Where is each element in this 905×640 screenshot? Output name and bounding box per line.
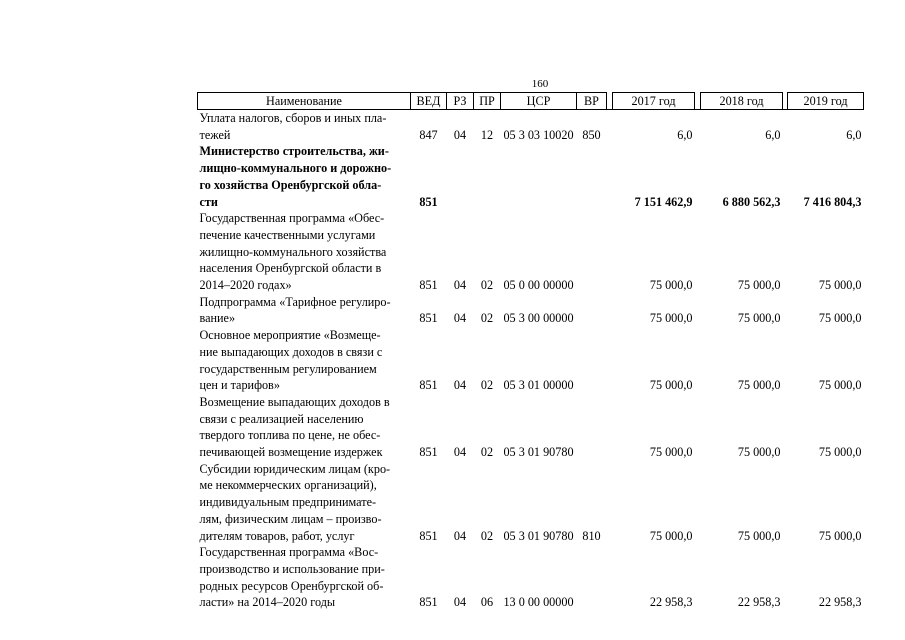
row-name-line: лищно-коммунального и дорожно- <box>199 161 392 176</box>
row-csr: 05 3 01 90780 <box>503 528 574 543</box>
row-rz: 04 <box>453 311 467 326</box>
row-2017: 22 958,3 <box>649 595 693 610</box>
row-pr <box>474 143 501 210</box>
header-ved: ВЕД <box>411 93 447 110</box>
row-2018: 75 000,0 <box>737 378 781 393</box>
row-name-line: государственным регулированием <box>199 361 377 376</box>
row-ved: 851 <box>419 595 438 610</box>
row-name-line: вание» <box>199 311 236 326</box>
table-row <box>198 394 864 461</box>
header-csr: ЦСР <box>501 93 577 110</box>
header-pr: ПР <box>474 93 501 110</box>
row-name-line: печивающей возмещение издержек <box>199 445 383 460</box>
row-vr: 850 <box>582 127 601 142</box>
row-csr: 05 3 00 00000 <box>503 311 574 326</box>
table-header-row <box>198 93 864 110</box>
row-name-line: твердого топлива по цене, не обес- <box>199 428 381 443</box>
row-name <box>198 210 411 294</box>
row-vr <box>577 143 607 210</box>
row-2019: 75 000,0 <box>818 278 862 293</box>
row-name <box>198 461 411 545</box>
row-2017: 75 000,0 <box>649 528 693 543</box>
header-2019: 2019 год <box>788 93 864 110</box>
row-name-line: Подпрограмма «Тарифное регулиро- <box>199 294 391 309</box>
row-ved: 851 <box>419 445 438 460</box>
row-2019: 75 000,0 <box>818 311 862 326</box>
row-vr <box>577 544 607 611</box>
row-name-line: Основное мероприятие «Возмеще- <box>199 328 381 343</box>
row-2017: 75 000,0 <box>649 311 693 326</box>
row-rz: 04 <box>453 127 467 142</box>
row-name-line: связи с реализацией населению <box>199 411 364 426</box>
row-pr: 02 <box>480 378 494 393</box>
row-pr: 02 <box>480 311 494 326</box>
row-2018: 75 000,0 <box>737 528 781 543</box>
row-ved: 851 <box>419 378 438 393</box>
row-name-line: Возмещение выпадающих доходов в <box>199 394 390 409</box>
row-pr: 02 <box>480 528 494 543</box>
row-2019: 75 000,0 <box>818 445 862 460</box>
row-name-line: Государственная программа «Обес- <box>199 211 385 226</box>
row-name-line: ме некоммерческих организаций), <box>199 478 377 493</box>
row-2019: 22 958,3 <box>818 595 862 610</box>
row-name-line: 2014–2020 годах» <box>199 278 292 293</box>
row-name <box>198 294 411 327</box>
row-name-line: Министерство строительства, жи- <box>199 144 389 159</box>
row-name-line: цен и тарифов» <box>199 378 280 393</box>
row-name-line: Уплата налогов, сборов и иных пла- <box>199 111 387 125</box>
row-2018: 6,0 <box>765 127 781 142</box>
row-name-line: лям, физическим лицам – произво- <box>199 511 382 526</box>
row-csr: 05 3 03 10020 <box>503 127 574 142</box>
table-row <box>198 461 864 545</box>
table-row <box>198 210 864 294</box>
row-name-line: ласти» на 2014–2020 годы <box>199 595 336 610</box>
row-name-line: производство и использование при- <box>199 561 385 576</box>
row-rz: 04 <box>453 445 467 460</box>
row-name-line: сти <box>199 194 218 209</box>
table-row <box>198 143 864 210</box>
row-2019: 75 000,0 <box>818 528 862 543</box>
row-csr: 13 0 00 00000 <box>503 595 574 610</box>
row-rz <box>447 143 474 210</box>
row-pr: 06 <box>480 595 494 610</box>
row-2019: 7 416 804,3 <box>803 194 862 209</box>
row-vr <box>577 210 607 294</box>
header-rz: РЗ <box>447 93 474 110</box>
row-rz: 04 <box>453 278 467 293</box>
row-vr <box>577 394 607 461</box>
row-name-line: го хозяйства Оренбургской обла- <box>199 177 382 192</box>
row-2019: 6,0 <box>846 127 862 142</box>
budget-table <box>197 92 864 611</box>
row-csr: 05 0 00 00000 <box>503 278 574 293</box>
row-2018: 75 000,0 <box>737 311 781 326</box>
row-rz: 04 <box>453 378 467 393</box>
row-ved: 851 <box>419 311 438 326</box>
row-name-line: жилищно-коммунального хозяйства <box>199 244 387 259</box>
row-vr: 810 <box>582 528 601 543</box>
row-2018: 75 000,0 <box>737 445 781 460</box>
row-csr: 05 3 01 00000 <box>503 378 574 393</box>
row-2017: 75 000,0 <box>649 378 693 393</box>
row-name-line: населения Оренбургской области в <box>199 261 382 276</box>
header-name: Наименование <box>198 93 411 110</box>
row-name <box>198 143 411 210</box>
row-rz: 04 <box>453 595 467 610</box>
row-ved: 851 <box>419 278 438 293</box>
row-name-line: дителям товаров, работ, услуг <box>199 528 355 543</box>
page-number: 160 <box>531 78 549 90</box>
row-csr: 05 3 01 90780 <box>503 445 574 460</box>
header-2018: 2018 год <box>701 93 783 110</box>
row-vr <box>577 327 607 394</box>
row-2017: 75 000,0 <box>649 278 693 293</box>
row-csr <box>501 143 577 210</box>
row-name-line: тежей <box>199 127 231 142</box>
row-name-line: Субсидии юридическим лицам (кро- <box>199 461 391 476</box>
row-name <box>198 110 411 144</box>
header-2017: 2017 год <box>613 93 695 110</box>
header-vr: ВР <box>577 93 607 110</box>
row-2017: 6,0 <box>677 127 693 142</box>
row-2018: 75 000,0 <box>737 278 781 293</box>
row-2018: 22 958,3 <box>737 595 781 610</box>
row-name <box>198 327 411 394</box>
row-2018: 6 880 562,3 <box>722 194 781 209</box>
row-name-line: ние выпадающих доходов в связи с <box>199 344 383 359</box>
row-ved: 851 <box>419 194 438 209</box>
row-name-line: печение качественными услугами <box>199 227 376 242</box>
row-2017: 75 000,0 <box>649 445 693 460</box>
row-name <box>198 394 411 461</box>
row-pr: 12 <box>480 127 494 142</box>
row-ved: 851 <box>419 528 438 543</box>
row-2019: 75 000,0 <box>818 378 862 393</box>
row-pr: 02 <box>480 445 494 460</box>
row-name-line: индивидуальным предпринимате- <box>199 495 377 510</box>
table-row <box>198 110 864 144</box>
table-row <box>198 327 864 394</box>
row-name-line: Государственная программа «Вос- <box>199 545 379 560</box>
row-name-line: родных ресурсов Оренбургской об- <box>199 578 384 593</box>
row-name <box>198 544 411 611</box>
row-vr <box>577 294 607 327</box>
row-2017: 7 151 462,9 <box>634 194 693 209</box>
row-pr: 02 <box>480 278 494 293</box>
row-rz: 04 <box>453 528 467 543</box>
row-ved: 847 <box>419 127 438 142</box>
table-row <box>198 294 864 327</box>
table-row <box>198 544 864 611</box>
